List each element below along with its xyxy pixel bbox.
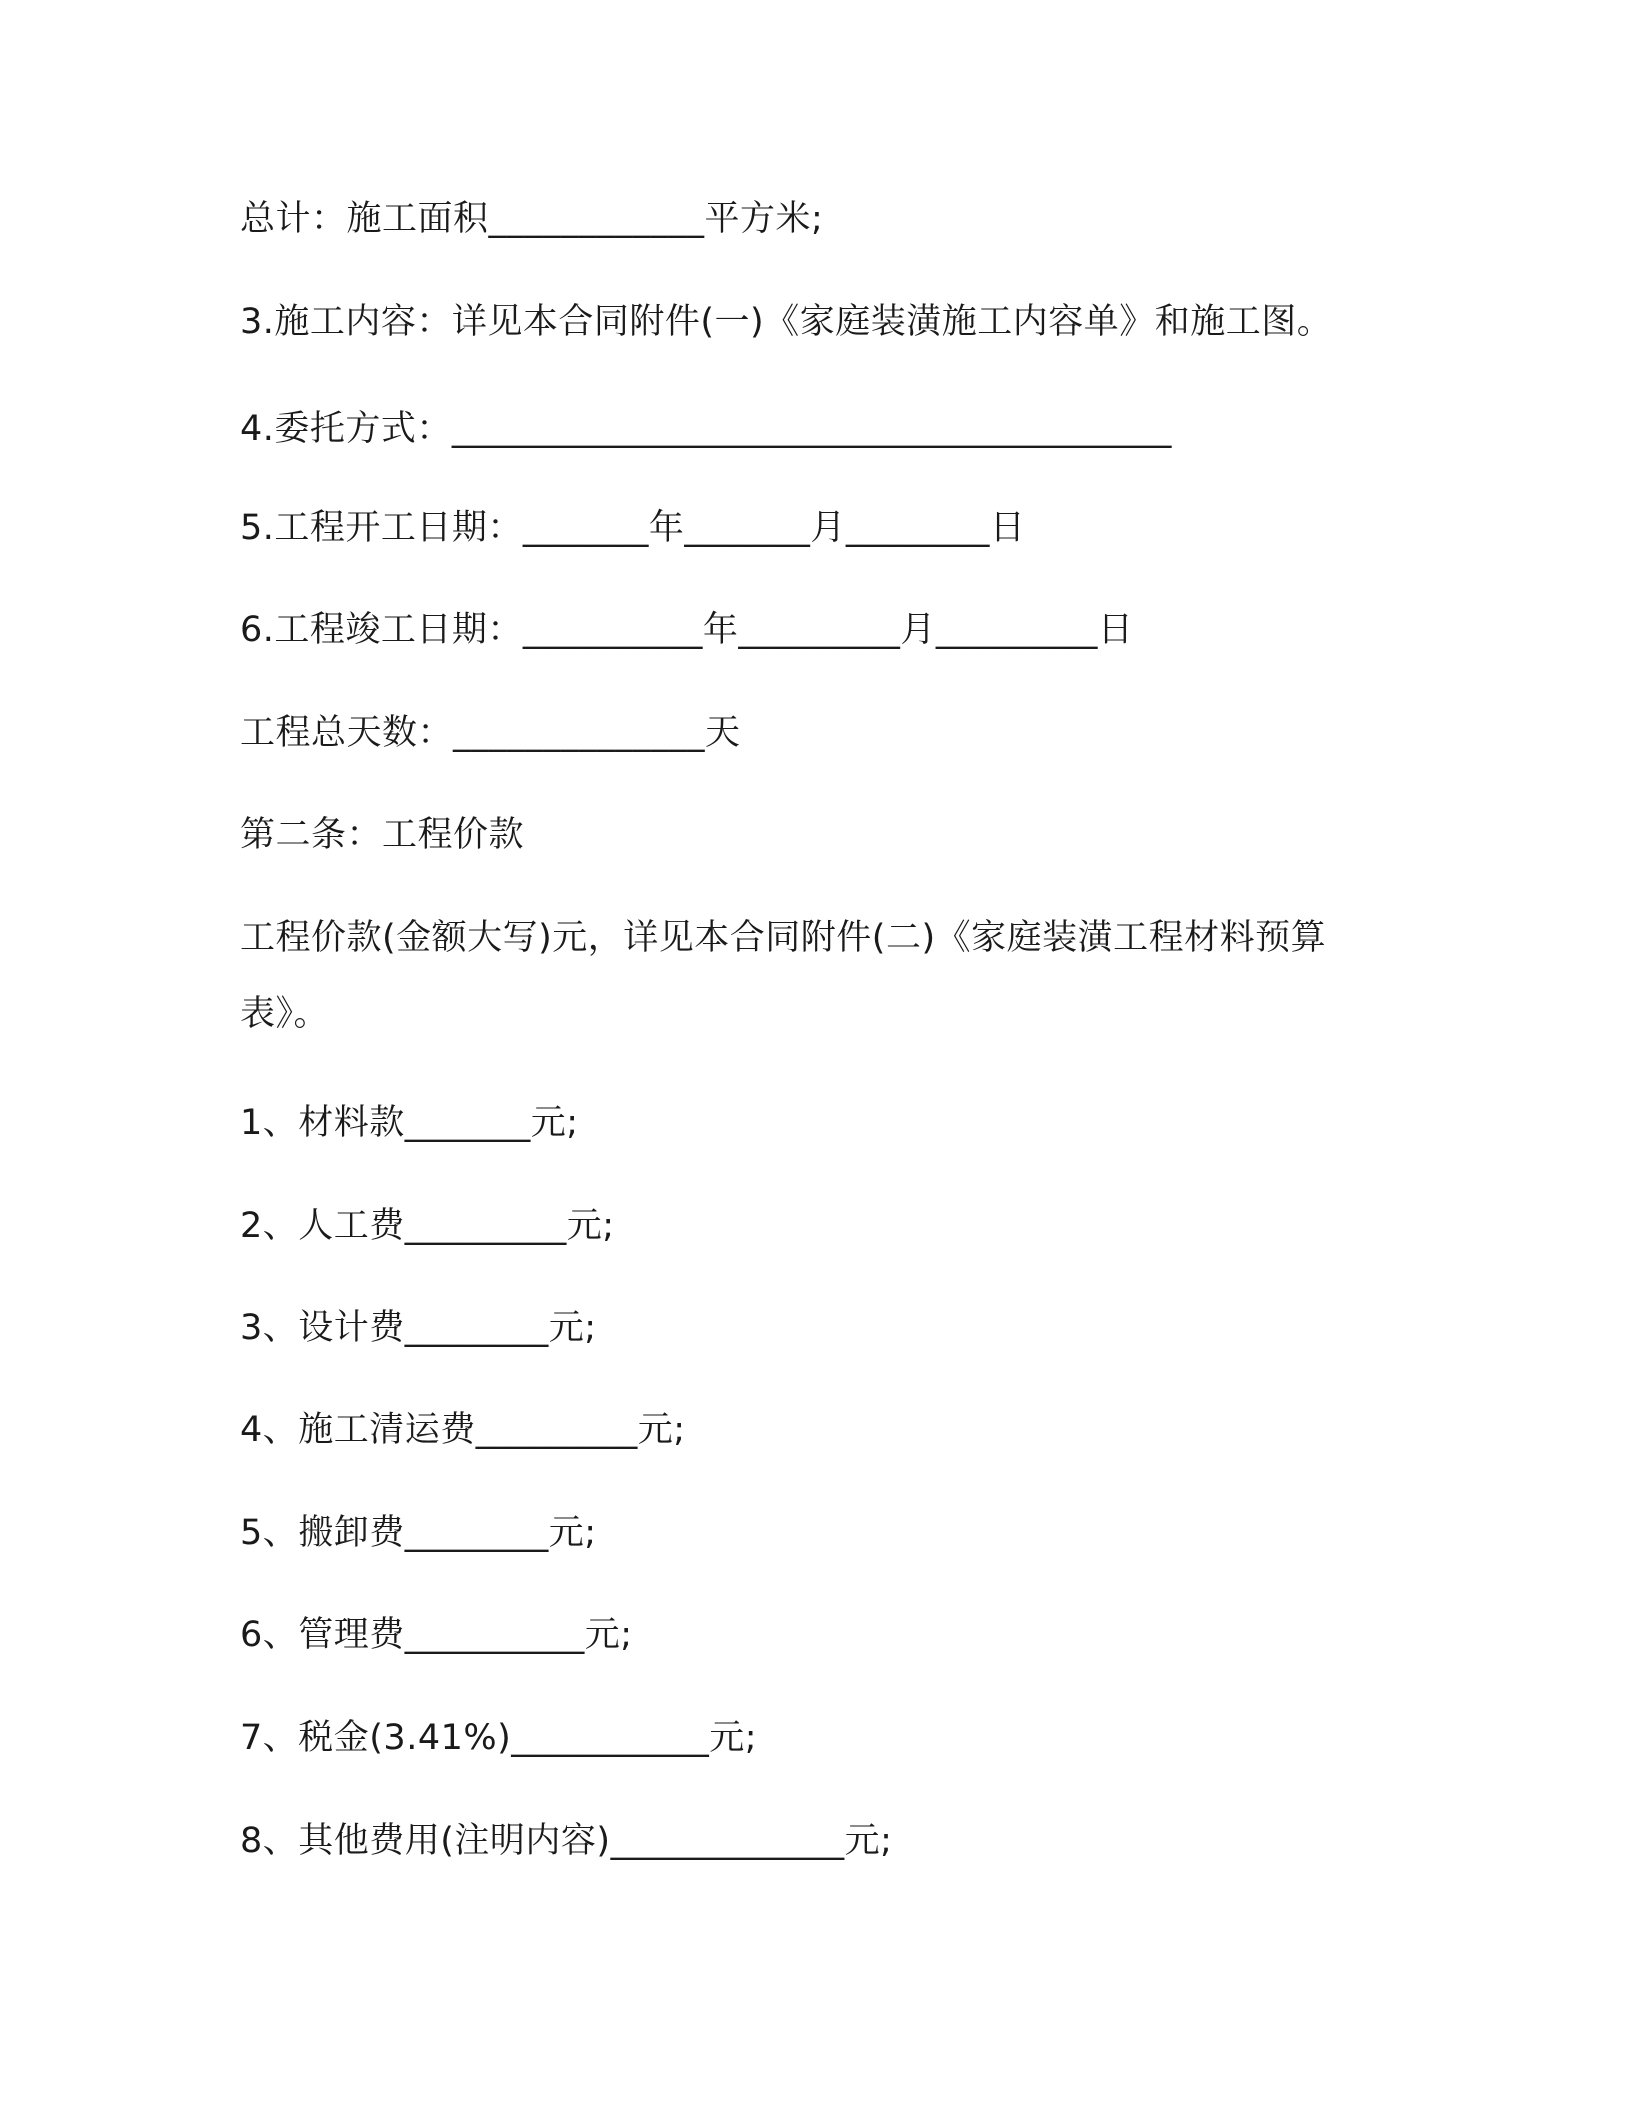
project-price-paragraph: 工程价款(金额大写)元，详见本合同附件(二)《家庭装潢工程材料预算表》。	[240, 918, 1327, 1034]
fee-item-other: 8、其他费用(注明内容)_____________元;	[240, 1821, 893, 1861]
fee-item-handling: 5、搬卸费________元;	[240, 1513, 597, 1553]
construction-content-line: 3.施工内容：详见本合同附件(一)《家庭装潢施工内容单》和施工图。	[240, 302, 1333, 342]
fee-item-design: 3、设计费________元;	[240, 1308, 597, 1348]
fee-item-labor: 2、人工费_________元;	[240, 1206, 615, 1246]
total-days-line: 工程总天数：______________天	[240, 713, 741, 753]
total-area-line: 总计：施工面积____________平方米;	[240, 199, 824, 239]
commission-method-line: 4.委托方式：________________________________________	[240, 409, 1172, 449]
completion-date-line: 6.工程竣工日期：__________年_________月_________日	[240, 610, 1134, 650]
fee-item-cleanup: 4、施工清运费_________元;	[240, 1410, 686, 1450]
fee-item-tax: 7、税金(3.41%)___________元;	[240, 1718, 758, 1758]
fee-item-materials: 1、材料款_______元;	[240, 1103, 579, 1143]
article-two-heading: 第二条：工程价款	[240, 815, 525, 855]
start-date-line: 5.工程开工日期：_______年_______月________日	[240, 508, 1026, 548]
fee-item-management: 6、管理费__________元;	[240, 1615, 633, 1655]
